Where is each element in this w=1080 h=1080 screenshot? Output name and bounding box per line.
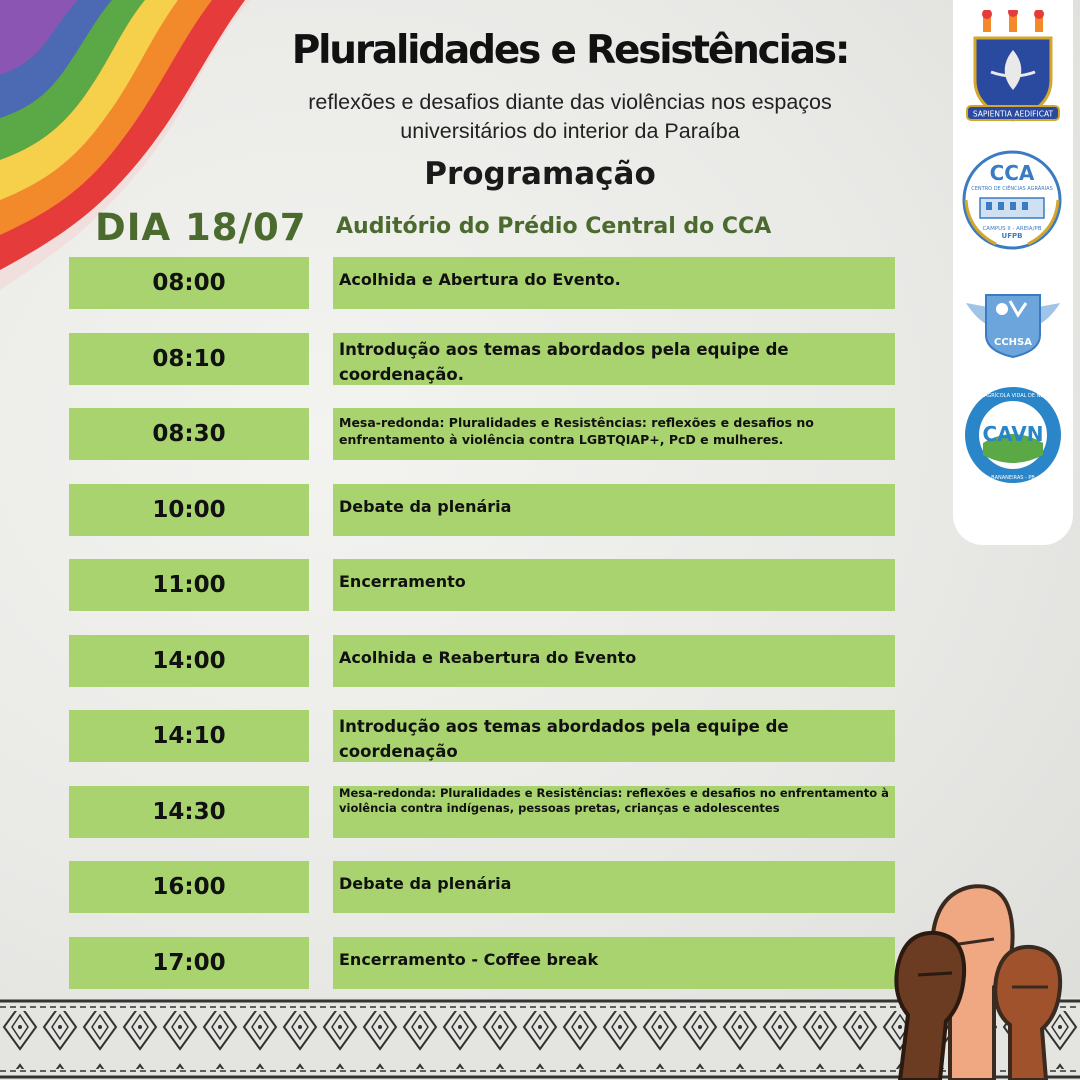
raised-fists-illustration: [890, 875, 1070, 1080]
cavn-logo-icon: [957, 385, 1069, 485]
activity-cell: Acolhida e Reabertura do Evento: [333, 635, 895, 687]
activity-cell: Mesa-redonda: Pluralidades e Resistências: reflexões e desafios no enfrentamento à violência contra LGBTQIAP+, PcD e mulheres.: [333, 408, 895, 460]
svg-text:CAVN: CAVN: [982, 422, 1044, 446]
svg-text:CAMPUS II - AREIA/PB: CAMPUS II - AREIA/PB: [982, 226, 1042, 232]
time-cell: 14:10: [69, 710, 309, 762]
activity-cell: Encerramento - Coffee break: [333, 937, 895, 989]
svg-text:CCA: CCA: [989, 161, 1035, 185]
svg-text:BANANEIRAS - PB: BANANEIRAS - PB: [991, 475, 1035, 481]
schedule-row: [0, 786, 1080, 841]
subtitle-line-2: universitários do interior da Paraíba: [400, 119, 740, 143]
day-label: DIA 18/07: [95, 206, 307, 249]
time-cell: 08:00: [69, 257, 309, 309]
svg-text:CCHSA: CCHSA: [994, 337, 1032, 348]
time-cell: 10:00: [69, 484, 309, 536]
time-cell: 17:00: [69, 937, 309, 989]
cchsa-logo-icon: [958, 285, 1068, 360]
page-title: Pluralidades e Resistências:: [291, 28, 849, 73]
schedule-row: [0, 559, 1080, 614]
time-cell: 14:30: [69, 786, 309, 838]
schedule-row: [0, 484, 1080, 539]
schedule-row: [0, 333, 1080, 388]
schedule-row: [0, 408, 1080, 463]
time-cell: 14:00: [69, 635, 309, 687]
subtitle-line-1: reflexões e desafios diante das violências nos espaços: [308, 90, 832, 114]
section-heading: Programação: [424, 156, 656, 192]
svg-text:UFPB: UFPB: [1001, 232, 1023, 240]
schedule-row: [0, 710, 1080, 765]
activity-cell: Encerramento: [333, 559, 895, 611]
activity-cell: Debate da plenária: [333, 484, 895, 536]
venue-label: Auditório do Prédio Central do CCA: [336, 214, 772, 239]
ufpb-logo-icon: [961, 10, 1065, 128]
activity-cell: Debate da plenária: [333, 861, 895, 913]
activity-cell: Introdução aos temas abordados pela equipe de coordenação.: [333, 333, 895, 385]
activity-cell: Acolhida e Abertura do Evento.: [333, 257, 895, 309]
activity-cell: Mesa-redonda: Pluralidades e Resistências: reflexões e desafios no enfrentamento à violência contra indígenas, pessoas pretas, crianças e adolescentes: [333, 786, 895, 838]
svg-text:COLÉGIO AGRÍCOLA VIDAL DE NEGR: COLÉGIO AGRÍCOLA VIDAL DE NEGREIROS: [959, 393, 1067, 399]
time-cell: 08:10: [69, 333, 309, 385]
time-cell: 08:30: [69, 408, 309, 460]
cca-logo-icon: [956, 150, 1068, 250]
time-cell: 16:00: [69, 861, 309, 913]
page-subtitle: [250, 88, 890, 146]
time-cell: 11:00: [69, 559, 309, 611]
institution-logos: [953, 0, 1073, 545]
svg-text:SAPIENTIA AEDIFICAT: SAPIENTIA AEDIFICAT: [972, 109, 1054, 119]
activity-cell: Introdução aos temas abordados pela equipe de coordenação: [333, 710, 895, 762]
svg-text:CENTRO DE CIÊNCIAS AGRÁRIAS: CENTRO DE CIÊNCIAS AGRÁRIAS: [971, 186, 1053, 192]
schedule-row: [0, 635, 1080, 690]
